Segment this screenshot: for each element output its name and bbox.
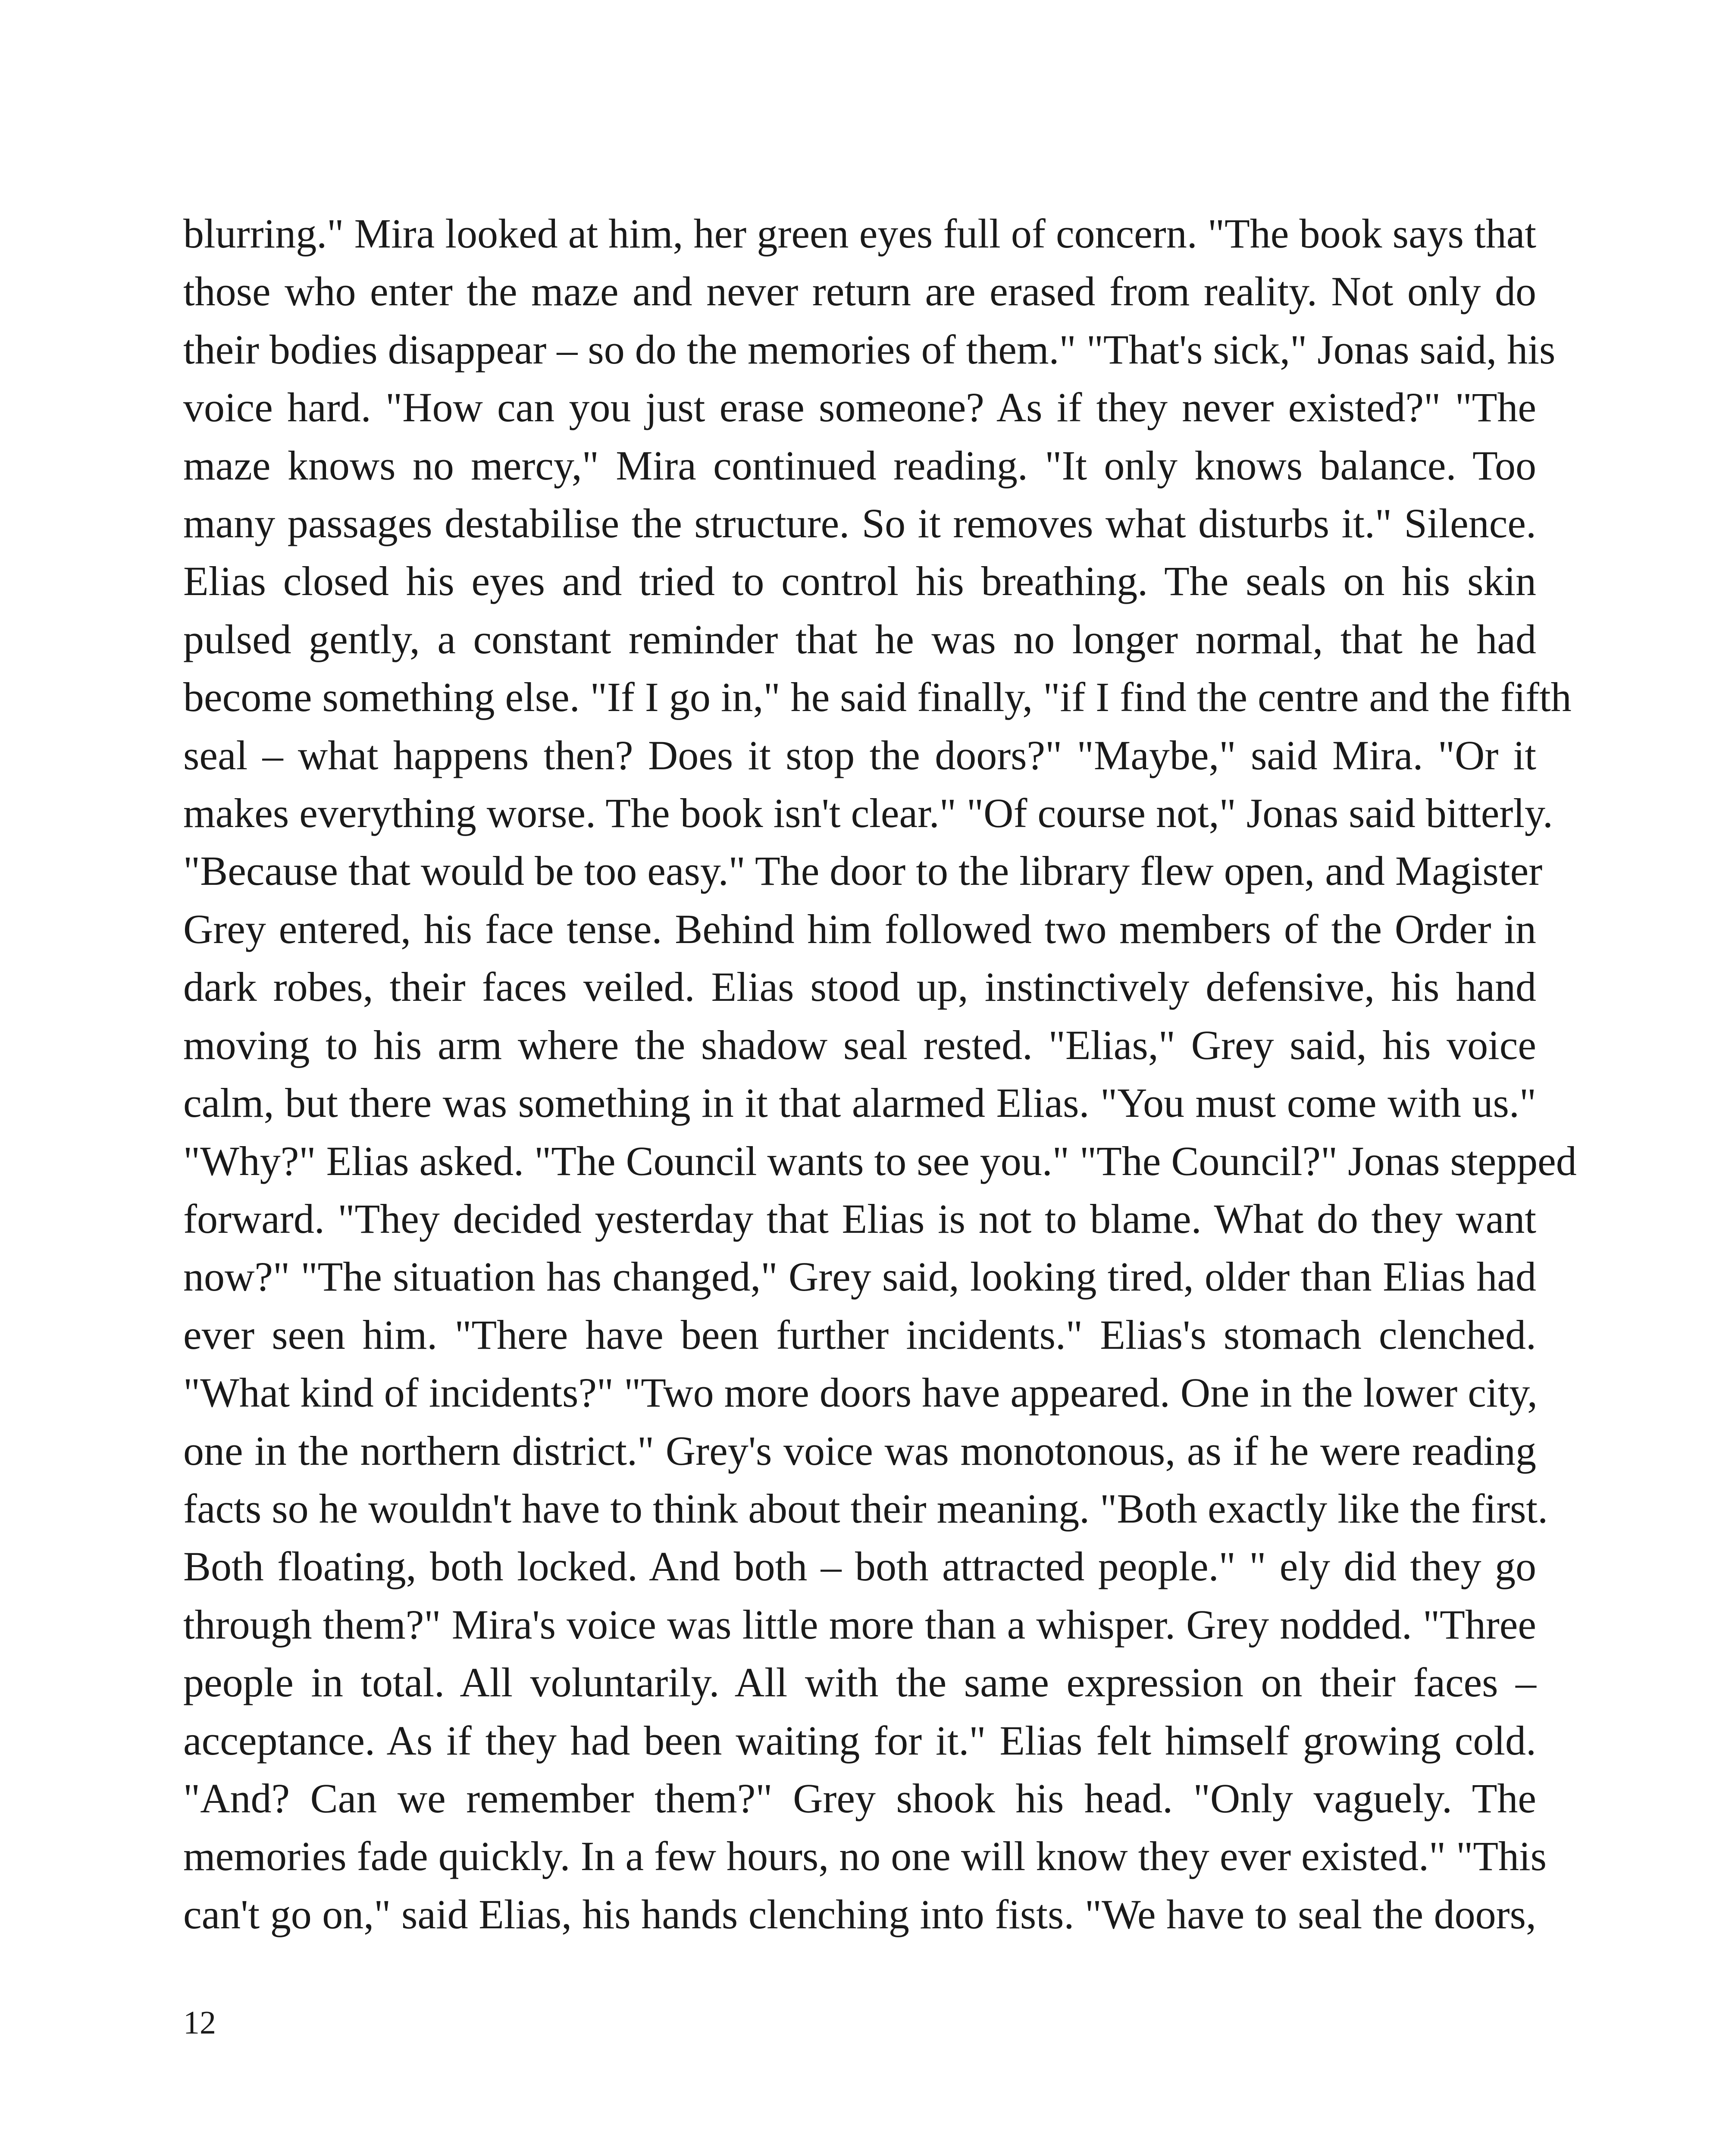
text-line: maze knows no mercy," Mira continued reading. "It only knows balance. Too bbox=[183, 442, 1536, 489]
text-line: pulsed gently, a constant reminder that he was no longer normal, that he had bbox=[183, 616, 1536, 662]
text-line: one in the northern district." Grey's voice was monotonous, as if he were reading bbox=[183, 1427, 1536, 1474]
text-line: blurring." Mira looked at him, her green eyes full of concern. "The book says that bbox=[183, 210, 1536, 257]
text-line: ever seen him. "There have been further incidents." Elias's stomach clenched. bbox=[183, 1311, 1536, 1358]
text-line: many passages destabilise the structure. So it removes what disturbs it." Silence. bbox=[183, 500, 1536, 547]
text-line: people in total. All voluntarily. All with the same expression on their faces – bbox=[183, 1659, 1536, 1706]
text-line: Elias closed his eyes and tried to control his breathing. The seals on his skin bbox=[183, 558, 1536, 605]
text-line: now?" "The situation has changed," Grey said, looking tired, older than Elias had bbox=[183, 1253, 1536, 1300]
text-line: Grey entered, his face tense. Behind him followed two members of the Order in bbox=[183, 906, 1536, 952]
text-line: makes everything worse. The book isn't clear." "Of course not," Jonas said bitterly. bbox=[183, 790, 1553, 837]
text-line: moving to his arm where the shadow seal rested. "Elias," Grey said, his voice bbox=[183, 1022, 1536, 1068]
text-line: "Because that would be too easy." The door to the library flew open, and Magister bbox=[183, 848, 1543, 894]
text-line: seal – what happens then? Does it stop the doors?" "Maybe," said Mira. "Or it bbox=[183, 732, 1536, 778]
text-line: "What kind of incidents?" "Two more doors have appeared. One in the lower city, bbox=[183, 1369, 1538, 1416]
text-line: memories fade quickly. In a few hours, no one will know they ever existed." "This bbox=[183, 1833, 1547, 1880]
page-number: 12 bbox=[183, 2005, 216, 2041]
text-line: facts so he wouldn't have to think about their meaning. "Both exactly like the first. bbox=[183, 1485, 1548, 1532]
text-line: "And? Can we remember them?" Grey shook his head. "Only vaguely. The bbox=[183, 1775, 1536, 1821]
text-line: can't go on," said Elias, his hands clenching into fists. "We have to seal the doors, bbox=[183, 1891, 1536, 1937]
text-line: those who enter the maze and never return are erased from reality. Not only do bbox=[183, 268, 1536, 315]
text-line: calm, but there was something in it that alarmed Elias. "You must come with us." bbox=[183, 1080, 1536, 1126]
text-line: voice hard. "How can you just erase someone? As if they never existed?" "The bbox=[183, 384, 1536, 431]
text-line: become something else. "If I go in," he said finally, "if I find the centre and the fifth bbox=[183, 674, 1572, 721]
text-line: "Why?" Elias asked. "The Council wants to see you." "The Council?" Jonas stepped bbox=[183, 1138, 1577, 1184]
text-line: acceptance. As if they had been waiting for it." Elias felt himself growing cold. bbox=[183, 1717, 1536, 1764]
text-line: their bodies disappear – so do the memories of them." "That's sick," Jonas said, his bbox=[183, 326, 1556, 373]
text-line: dark robes, their faces veiled. Elias stood up, instinctively defensive, his hand bbox=[183, 964, 1536, 1010]
body-text bbox=[183, 205, 1577, 1943]
text-line: Both floating, both locked. And both – both attracted people." " ely did they go bbox=[183, 1543, 1536, 1590]
text-line: through them?" Mira's voice was little more than a whisper. Grey nodded. "Three bbox=[183, 1601, 1536, 1648]
text-line: forward. "They decided yesterday that Elias is not to blame. What do they want bbox=[183, 1195, 1536, 1242]
